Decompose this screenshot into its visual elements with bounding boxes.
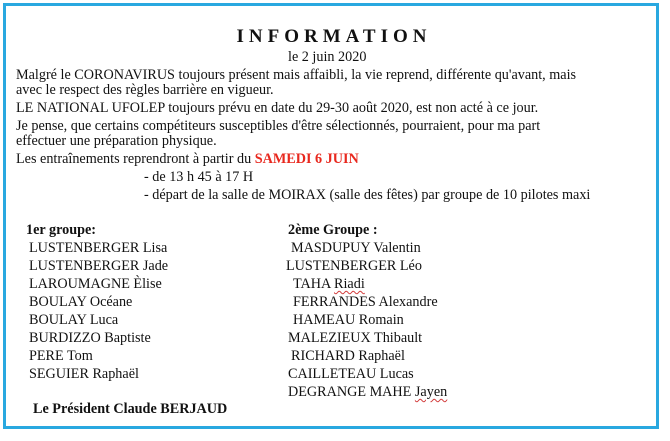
paragraph-1-line-2: avec le respect des règles barrière en vigueur.: [16, 82, 274, 98]
group-2-member: LUSTENBERGER Léo: [286, 258, 422, 274]
training-line: [16, 151, 359, 167]
paragraph-1-line-1: Malgré le CORONAVIRUS toujours présent mais affaibli, la vie reprend, différente qu'avant, mais: [16, 67, 577, 83]
schedule-place: - départ de la salle de MOIRAX (salle des fêtes) par groupe de 10 pilotes maxi: [144, 187, 591, 203]
group-2-member: [288, 384, 447, 400]
group-2-member: HAMEAU Romain: [293, 312, 404, 328]
group-2-member-surname: TAHA: [293, 276, 331, 292]
group-1-heading: 1er groupe:: [26, 222, 97, 238]
group-2-member-surname: DEGRANGE MAHE: [288, 384, 412, 400]
group-2-member: [293, 276, 365, 292]
group-1-member: LUSTENBERGER Jade: [29, 258, 169, 274]
group-1-member: BOULAY Océane: [29, 294, 133, 310]
group-2-member: CAILLETEAU Lucas: [288, 366, 414, 382]
paragraph-3-line-1: Je pense, que certains compétiteurs susceptibles d'être sélectionnés, pourraient, pour ma part: [16, 118, 541, 134]
group-2-member-given: Riadi: [334, 276, 365, 292]
group-1-member: SEGUIER Raphaël: [29, 366, 139, 382]
group-1-member: BOULAY Luca: [29, 312, 119, 328]
group-2-heading: 2ème Groupe :: [288, 222, 378, 238]
group-1-member: LUSTENBERGER Lisa: [29, 240, 168, 256]
group-1-member: PERE Tom: [29, 348, 93, 364]
document-title: INFORMATION: [236, 26, 432, 47]
group-1-member: BURDIZZO Baptiste: [29, 330, 151, 346]
group-2-member: MASDUPUY Valentin: [291, 240, 421, 256]
group-2-member: RICHARD Raphaël: [291, 348, 405, 364]
group-2-member-given: Jayen: [414, 384, 448, 400]
schedule-time: - de 13 h 45 à 17 H: [144, 169, 254, 185]
document-date: le 2 juin 2020: [288, 49, 367, 65]
training-intro: Les entraînements reprendront à partir du: [16, 151, 252, 167]
document-frame: [3, 3, 659, 429]
group-1-member: LAROUMAGNE Èlise: [29, 276, 162, 292]
paragraph-2: LE NATIONAL UFOLEP toujours prévu en date du 29-30 août 2020, est non acté à ce jour.: [16, 100, 539, 116]
paragraph-3-line-2: effectuer une préparation physique.: [16, 133, 217, 149]
training-day: SAMEDI 6 JUIN: [254, 151, 359, 167]
group-2-member: FERRANDES Alexandre: [293, 294, 438, 310]
group-2-member: MALEZIEUX Thibault: [288, 330, 423, 346]
signature: Le Président Claude BERJAUD: [33, 401, 228, 417]
